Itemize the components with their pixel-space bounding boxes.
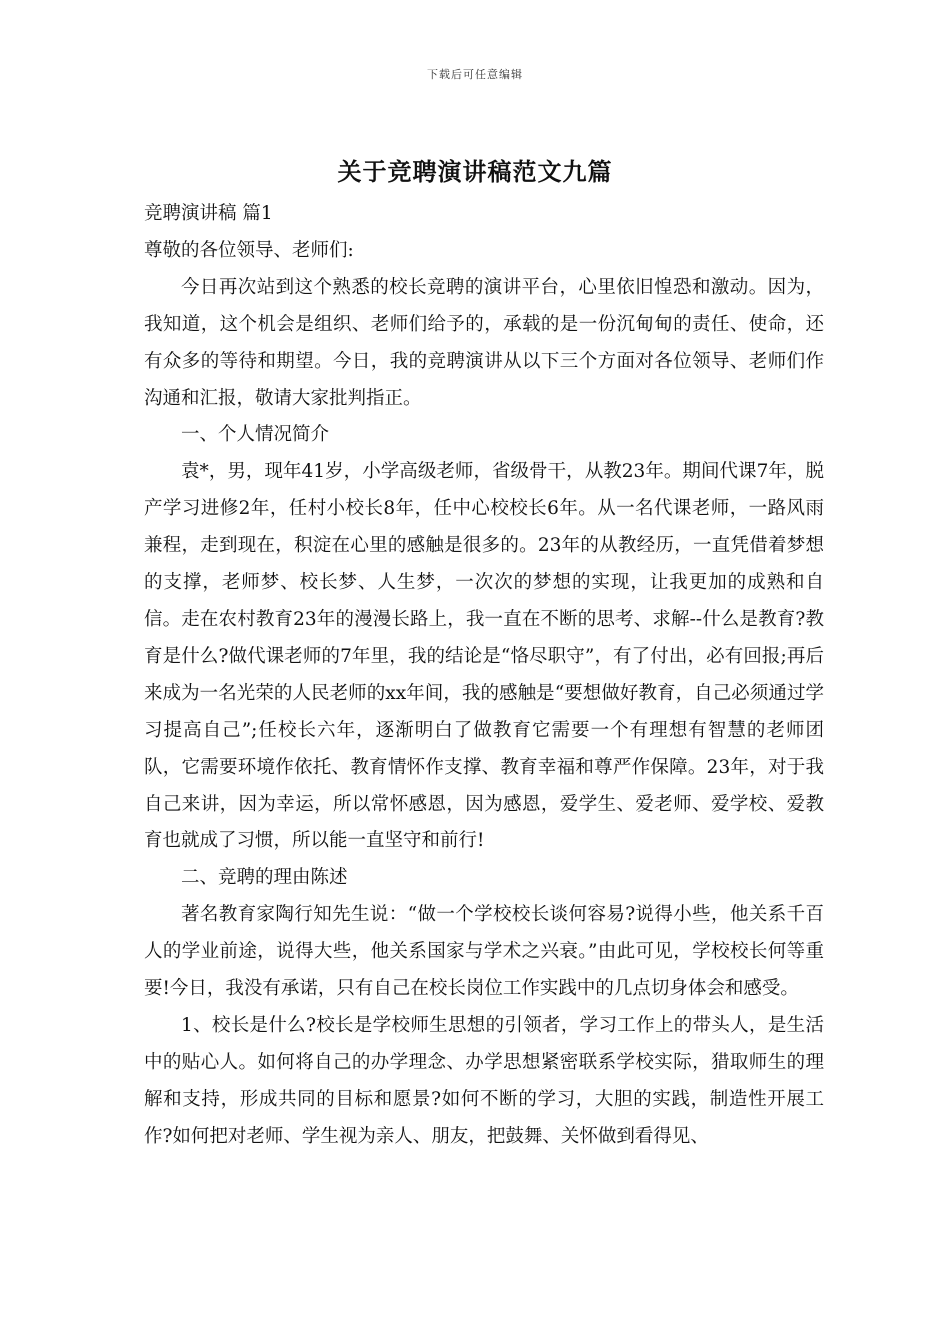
document-title: 关于竞聘演讲稿范文九篇 [337,157,613,186]
heading-personal-profile: 一、个人情况简介 [181,424,330,446]
document-body [144,196,824,1156]
section-label: 竞聘演讲稿 篇1 [144,203,273,224]
header-note: 下载后可任意编辑 [427,68,523,81]
paragraph-point-1: 1、校长是什么?校长是学校师生思想的引领者，学习工作上的带头人，是生活中的贴心人。如何将自己的办学理念、办学思想紧密联系学校实际，猎取师生的理解和支持，形成共同的目标和愿景?如何不断的学习，大胆的实践，制造性开展工作?如何把对老师、学生视为亲人、朋友，把鼓舞、关怀做到看得见、 [144,1014,824,1147]
heading-reasons: 二、竞聘的理由陈述 [181,867,348,889]
paragraph-reasons: 著名教育家陶行知先生说：“做一个学校校长谈何容易?说得小些，他关系千百人的学业前途，说得大些，他关系国家与学术之兴衰。”由此可见，学校校长何等重要!今日，我没有承诺，只有自己在校长岗位工作实践中的几点切身体会和感受。 [144,904,824,1000]
salutation: 尊敬的各位领导、老师们: [144,239,354,261]
paragraph-intro: 今日再次站到这个熟悉的校长竞聘的演讲平台，心里依旧惶恐和激动。因为，我知道，这个机会是组织、老师们给予的，承载的是一份沉甸甸的责任、使命，还有众多的等待和期望。今日，我的竞聘演讲从以下三个方面对各位领导、老师们作沟通和汇报，敬请大家批判指正。 [144,276,824,409]
paragraph-personal-profile: 袁*，男，现年41岁，小学高级老师，省级骨干，从教23年。期间代课7年，脱产学习进修2年，任村小校长8年，任中心校校长6年。从一名代课老师，一路风雨兼程，走到现在，积淀在心里的感触是很多的。23年的从教经历，一直凭借着梦想的支撑，老师梦、校长梦、人生梦，一次次的梦想的实现，让我更加的成熟和自信。走在农村教育23年的漫漫长路上，我一直在不断的思考、求解--什么是教育?教育是什么?做代课老师的7年里，我的结论是“恪尽职守”，有了付出，必有回报;再后来成为一名光荣的人民老师的xx年间，我的感触是“要想做好教育，自己必须通过学习提高自己”;任校长六年，逐渐明白了做教育它需要一个有理想有智慧的老师团队，它需要环境作依托、教育情怀作支撑、教育幸福和尊严作保障。23年，对于我自己来讲，因为幸运，所以常怀感恩，因为感恩，爱学生、爱老师、爱学校、爱教育也就成了习惯，所以能一直坚守和前行! [144,461,824,852]
